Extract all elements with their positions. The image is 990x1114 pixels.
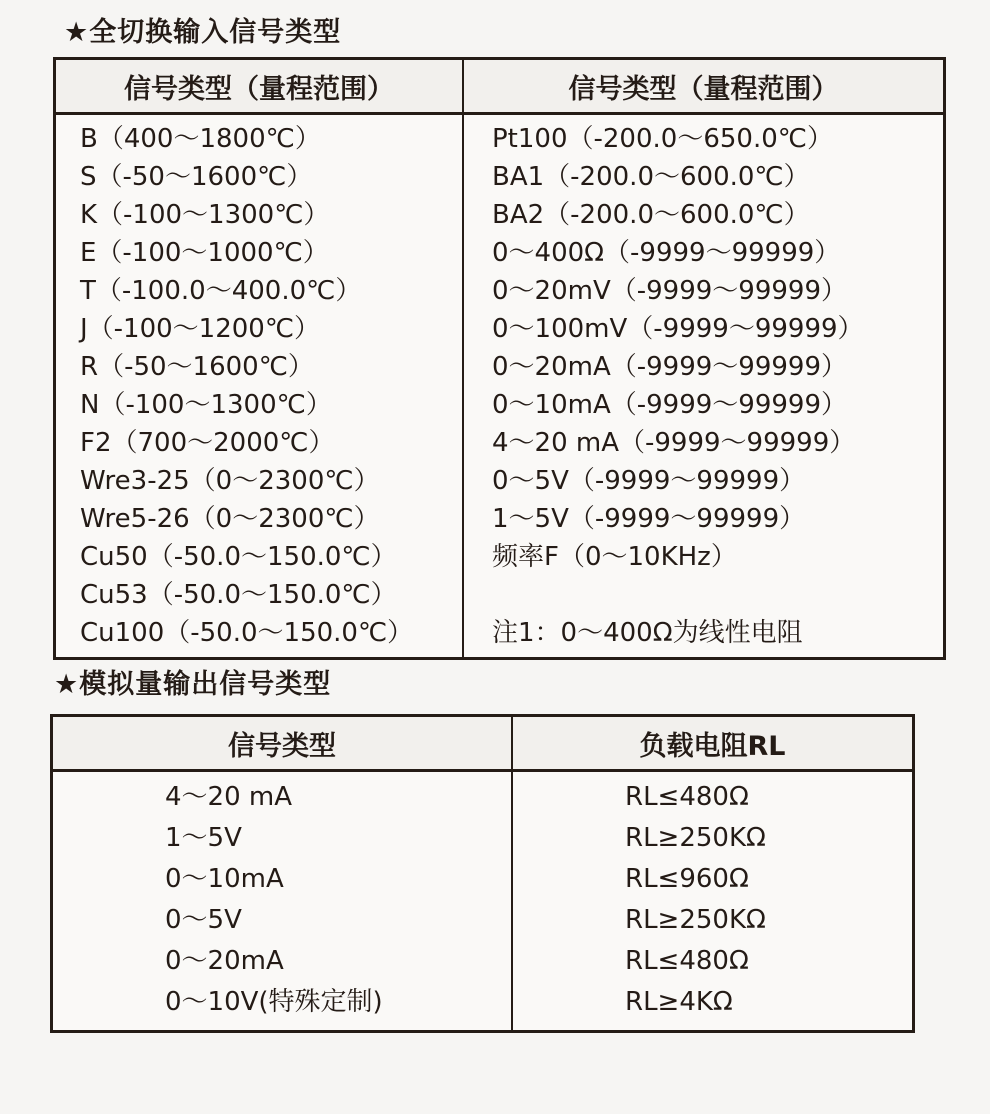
spacer (492, 576, 943, 614)
signal-row: J（-100～1200℃） (80, 314, 321, 344)
signal-row: 0～10V(特殊定制) (165, 987, 383, 1017)
output-header-signal: 信号类型 (53, 717, 513, 769)
output-signal-table (50, 714, 915, 1033)
signal-row: 0～100mV（-9999～99999） (492, 314, 864, 344)
output-signal-column (53, 772, 513, 1030)
signal-row: 4～20 mA（-9999～99999） (492, 428, 856, 458)
signal-row: R（-50～1600℃） (80, 352, 314, 382)
signal-row: N（-100～1300℃） (80, 390, 332, 420)
output-load-column (513, 772, 912, 1030)
signal-row: 0～20mA (165, 946, 284, 976)
signal-row: Wre5-26（0～2300℃） (80, 504, 380, 534)
signal-row: 0～10mA（-9999～99999） (492, 390, 847, 420)
signal-row: Cu53（-50.0～150.0℃） (80, 580, 397, 610)
input-table-title: ★全切换输入信号类型 (64, 17, 342, 48)
signal-row: BA1（-200.0～600.0℃） (492, 162, 810, 192)
output-table-title: ★模拟量输出信号类型 (54, 669, 332, 700)
signal-row: F2（700～2000℃） (80, 428, 335, 458)
signal-row: S（-50～1600℃） (80, 162, 313, 192)
signal-row: Cu50（-50.0～150.0℃） (80, 542, 397, 572)
load-row: RL≤480Ω (625, 946, 749, 976)
signal-row: 0～400Ω（-9999～99999） (492, 238, 841, 268)
input-table-header (56, 60, 943, 115)
signal-row: 0～5V (165, 905, 242, 935)
signal-row: K（-100～1300℃） (80, 200, 330, 230)
note-row: 注1：0～400Ω为线性电阻 (492, 618, 803, 648)
signal-row: 0～10mA (165, 864, 284, 894)
signal-row: B（400～1800℃） (80, 124, 321, 154)
output-table-header (53, 717, 912, 772)
input-signal-table (53, 57, 946, 660)
load-row: RL≥250KΩ (625, 905, 766, 935)
signal-row: 频率F（0～10KHz） (492, 542, 737, 572)
signal-row: 1～5V（-9999～99999） (492, 504, 806, 534)
signal-row: Wre3-25（0～2300℃） (80, 466, 380, 496)
load-row: RL≤960Ω (625, 864, 749, 894)
signal-row: Cu100（-50.0～150.0℃） (80, 618, 414, 648)
load-row: RL≥250KΩ (625, 823, 766, 853)
output-header-load: 负载电阻RL (639, 731, 786, 762)
load-row: RL≥4KΩ (625, 987, 733, 1017)
input-header-right: 信号类型（量程范围） (568, 74, 839, 105)
signal-row: 4～20 mA (165, 782, 293, 812)
load-row: RL≤480Ω (625, 782, 749, 812)
input-left-column (56, 115, 464, 657)
signal-row: 1～5V (165, 823, 242, 853)
input-header-left: 信号类型（量程范围） (56, 60, 464, 112)
signal-row: E（-100～1000℃） (80, 238, 329, 268)
signal-row: 0～20mA（-9999～99999） (492, 352, 847, 382)
signal-row: T（-100.0～400.0℃） (80, 276, 362, 306)
input-right-column (464, 115, 943, 657)
signal-row: Pt100（-200.0～650.0℃） (492, 124, 833, 154)
signal-row: 0～20mV（-9999～99999） (492, 276, 847, 306)
signal-row: 0～5V（-9999～99999） (492, 466, 806, 496)
signal-row: BA2（-200.0～600.0℃） (492, 200, 810, 230)
